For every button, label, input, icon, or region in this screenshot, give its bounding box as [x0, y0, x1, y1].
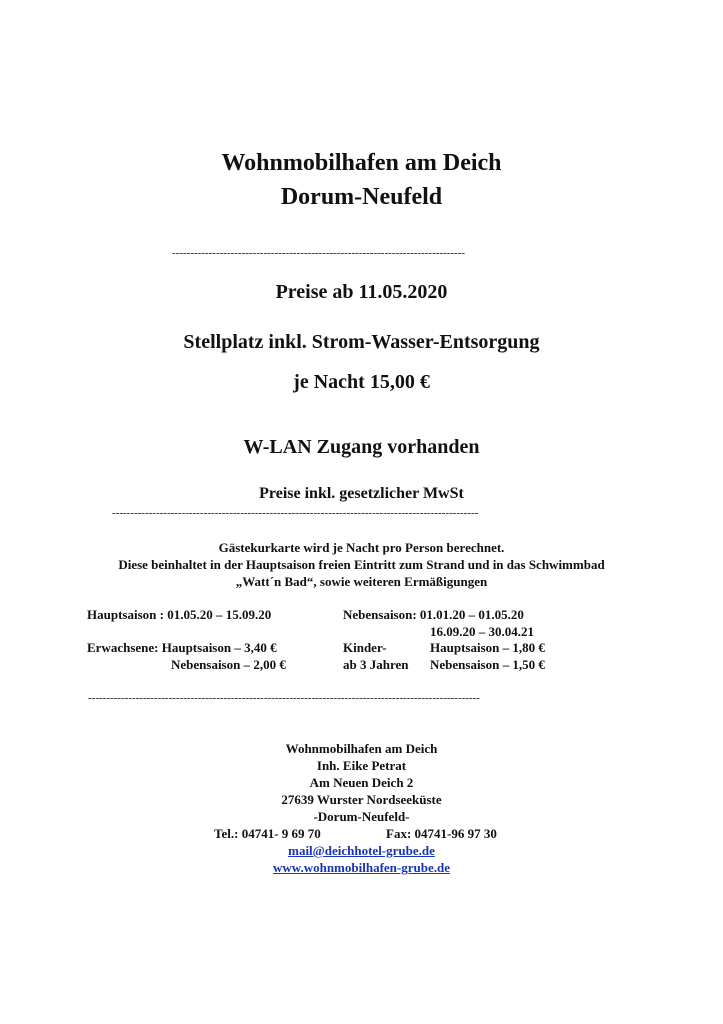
adults-main-price: Erwachsene: Hauptsaison – 3,40 € — [87, 640, 277, 655]
email-link[interactable]: mail@deichhotel-grube.de — [288, 843, 435, 858]
main-season-dates: Hauptsaison : 01.05.20 – 15.09.20 — [87, 607, 272, 622]
guest-card-line1: Gästekurkarte wird je Nacht pro Person berechnet. — [218, 540, 505, 555]
contact-phone: Tel.: 04741- 9 69 70 — [214, 826, 321, 841]
children-label-2: ab 3 Jahren — [343, 657, 409, 672]
contact-district: -Dorum-Neufeld- — [313, 809, 410, 824]
prices-valid-from: Preise ab 11.05.2020 — [275, 281, 448, 303]
contact-email-row — [0, 843, 723, 859]
children-off-price: Nebensaison – 1,50 € — [430, 657, 545, 672]
guest-card-line3: „Watt´n Bad“, sowie weiteren Ermäßigungen — [235, 574, 488, 589]
contact-city: 27639 Wurster Nordseeküste — [281, 792, 442, 807]
contact-fax: Fax: 04741-96 97 30 — [386, 826, 497, 841]
wifi-notice: W-LAN Zugang vorhanden — [243, 436, 480, 458]
website-link[interactable]: www.wohnmobilhafen-grube.de — [273, 860, 450, 875]
pitch-description: Stellplatz inkl. Strom-Wasser-Entsorgung — [183, 331, 540, 353]
contact-website-row — [0, 860, 723, 876]
separator-3: ----------------------------------------------------------------------------------------------------------- — [88, 692, 480, 704]
contact-owner: Inh. Eike Petrat — [316, 758, 407, 773]
page-title-line1: Wohnmobilhafen am Deich — [221, 150, 502, 176]
page-title-line2: Dorum-Neufeld — [280, 184, 443, 210]
vat-notice: Preise inkl. gesetzlicher MwSt — [259, 485, 464, 502]
contact-name: Wohnmobilhafen am Deich — [285, 741, 438, 756]
children-label-1: Kinder- — [343, 640, 387, 655]
separator-1: -------------------------------------------------------------------------------- — [172, 247, 466, 259]
adults-off-price: Nebensaison – 2,00 € — [171, 657, 286, 672]
guest-card-line2: Diese beinhaltet in der Hauptsaison freien Eintritt zum Strand und in das Schwimmbad — [118, 557, 605, 572]
price-per-night: je Nacht 15,00 € — [293, 371, 430, 393]
separator-2: ---------------------------------------------------------------------------------------------------- — [112, 507, 479, 519]
contact-street: Am Neuen Deich 2 — [309, 775, 414, 790]
off-season-dates: Nebensaison: 01.01.20 – 01.05.20 — [343, 607, 524, 622]
children-main-price: Hauptsaison – 1,80 € — [430, 640, 545, 655]
off-season-dates-2: 16.09.20 – 30.04.21 — [430, 624, 534, 639]
